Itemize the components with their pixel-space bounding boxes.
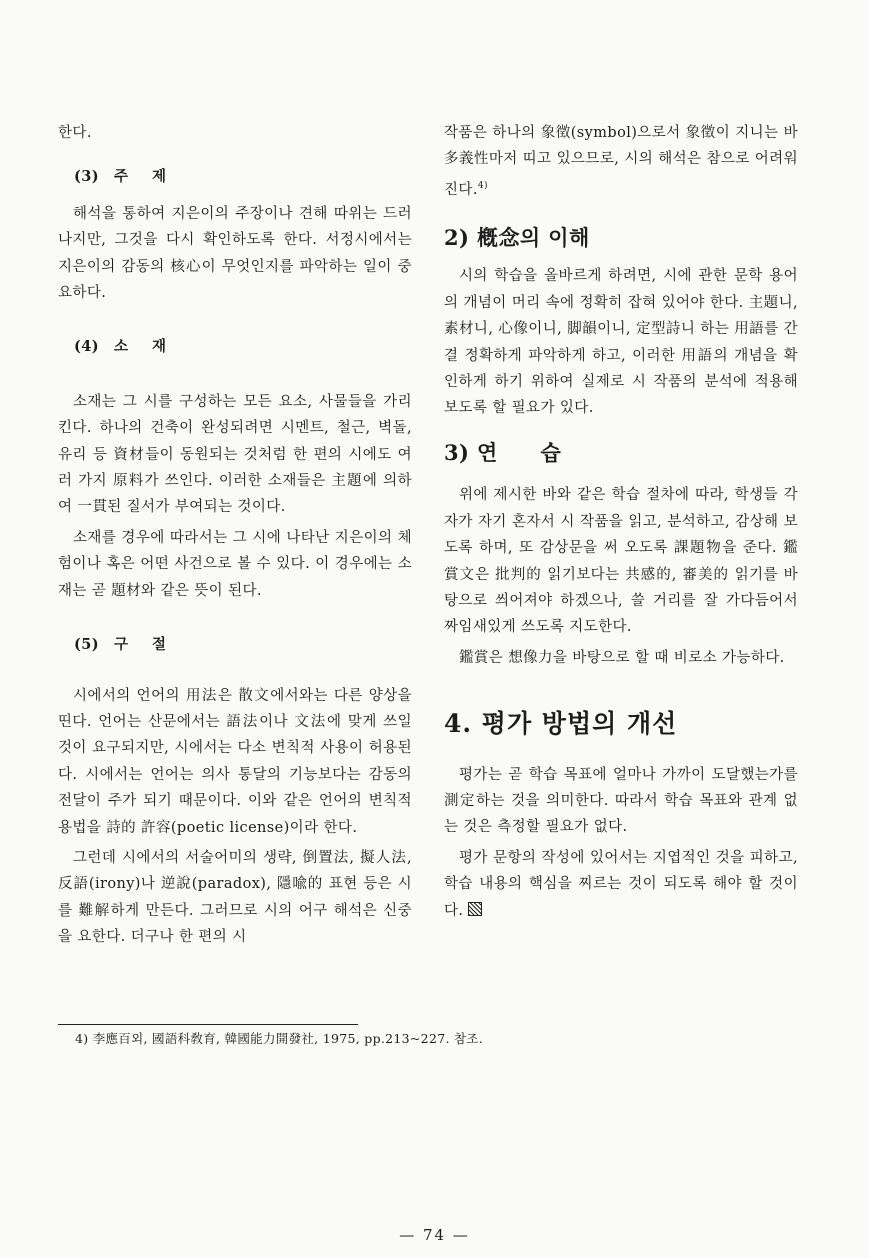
right-column — [444, 120, 798, 924]
left-column — [58, 120, 412, 951]
footnote-reference: 4) — [477, 180, 488, 191]
footnote: 4) 李應百외, 國語科敎育, 韓國能力開發社, 1975, pp.213~227. 참조. — [75, 1031, 484, 1046]
subsection-title-char: 재 — [152, 338, 167, 356]
paragraph: 소재는 그 시를 구성하는 모든 요소, 사물들을 가리킨다. 하나의 건축이 완성되려면 시멘트, 철근, 벽돌, 유리 등 資材들이 동원되는 것처럼 한 편의 시에도 여러 가지 原料가 쓰인다. 이러한 소재들은 主題에 의하여 一貫된 질서가 부여되는 것이다. — [58, 393, 412, 516]
paragraph: 시의 학습을 올바르게 하려면, 시에 관한 문학 용어의 개념이 머리 속에 정확히 잡혀 있어야 한다. 主題니, 素材니, 心像이니, 脚韻이니, 定型詩니 하는 用語를 간결 정확하게 파악하게 하고, 이러한 用語의 개념을 확인하게 하기 위하여 실제로 시 작품의 분석에 적용해 보도록 할 필요가 있다. — [444, 268, 798, 417]
paragraph-text: 평가 문항의 작성에 있어서는 지엽적인 것을 피하고, 학습 내용의 핵심을 찌르는 것이 되도록 해야 할 것이다. — [444, 849, 798, 919]
subsection-title-char: 소 — [114, 338, 129, 356]
subsection-heading-4 — [58, 334, 412, 360]
subsection-title-char: 구 — [114, 636, 129, 654]
subsection-heading-3 — [58, 164, 412, 190]
paragraph: 소재를 경우에 따라서는 그 시에 나타난 지은이의 체험이나 혹은 어떤 사건으로 볼 수 있다. 이 경우에는 소재는 곧 題材와 같은 뜻이 된다. — [58, 529, 412, 599]
paragraph: 한다. — [58, 125, 92, 141]
paragraph: 그런데 시에서의 서술어미의 생략, 倒置法, 擬人法, 反語(irony)나 逆說(paradox), 隱喩的 표현 등은 시를 難解하게 만든다. 그러므로 시의 어구 해석은 신중을 요한다. 더구나 한 편의 시 — [58, 849, 412, 946]
section-heading-2: 2) 槪念의 이해 — [444, 225, 590, 251]
footnote-rule — [58, 1024, 358, 1025]
subsection-number: (5) — [74, 636, 100, 654]
paragraph-text: 작품은 하나의 象徵(symbol)으로서 象徵이 지니는 바 多義性마저 띠고 있으므로, 시의 해석은 참으로 어려워진다. — [444, 125, 798, 198]
subsection-title-char: 제 — [152, 168, 167, 186]
subsection-heading-5 — [58, 632, 412, 658]
subsection-title-char: 주 — [114, 168, 129, 186]
paragraph: 해석을 통하여 지은이의 주장이나 견해 따위는 드러나지만, 그것을 다시 확인하도록 한다. 서정시에서는 지은이의 감동의 核心이 무엇인지를 파악하는 일이 중요하다. — [58, 205, 412, 302]
section-heading-3: 3) 연 습 — [444, 439, 562, 465]
paragraph: 위에 제시한 바와 같은 학습 절차에 따라, 학생들 각자가 자기 혼자서 시 작품을 읽고, 분석하고, 감상해 보도록 하며, 또 감상문을 써 오도록 課題物을 준다. 鑑賞文은 批判的 읽기보다는 共感的, 審美的 읽기를 바탕으로 씌어져야 하겠으나, 쓸 거리를 잘 가다듬어서 짜임새있게 쓰도록 지도한다. — [444, 487, 798, 636]
paragraph: 평가는 곧 학습 목표에 얼마나 가까이 도달했는가를 測定하는 것을 의미한다. 따라서 학습 목표와 관계 없는 것은 측정할 필요가 없다. — [444, 766, 798, 836]
paragraph: 시에서의 언어의 用法은 散文에서와는 다른 양상을 띤다. 언어는 산문에서는 語法이나 文法에 맞게 쓰일 것이 요구되지만, 시에서는 다소 변칙적 사용이 허용된다. 시에서는 언어는 의사 통달의 기능보다는 감동의 전달이 주가 되기 때문이다. 이와 같은 언어의 변칙적 용법을 詩的 許容(poetic license)이라 한다. — [58, 687, 412, 836]
paragraph: 鑑賞은 想像力을 바탕으로 할 때 비로소 가능하다. — [459, 649, 785, 666]
subsection-number: (4) — [74, 338, 100, 356]
paragraph — [444, 845, 798, 924]
paragraph — [444, 120, 798, 203]
page-number: — 74 — — [399, 1226, 470, 1244]
subsection-title-char: 절 — [152, 636, 167, 654]
subsection-number: (3) — [74, 168, 100, 186]
section-heading-4: 4. 평가 방법의 개선 — [444, 709, 678, 739]
end-of-article-mark — [468, 902, 482, 916]
